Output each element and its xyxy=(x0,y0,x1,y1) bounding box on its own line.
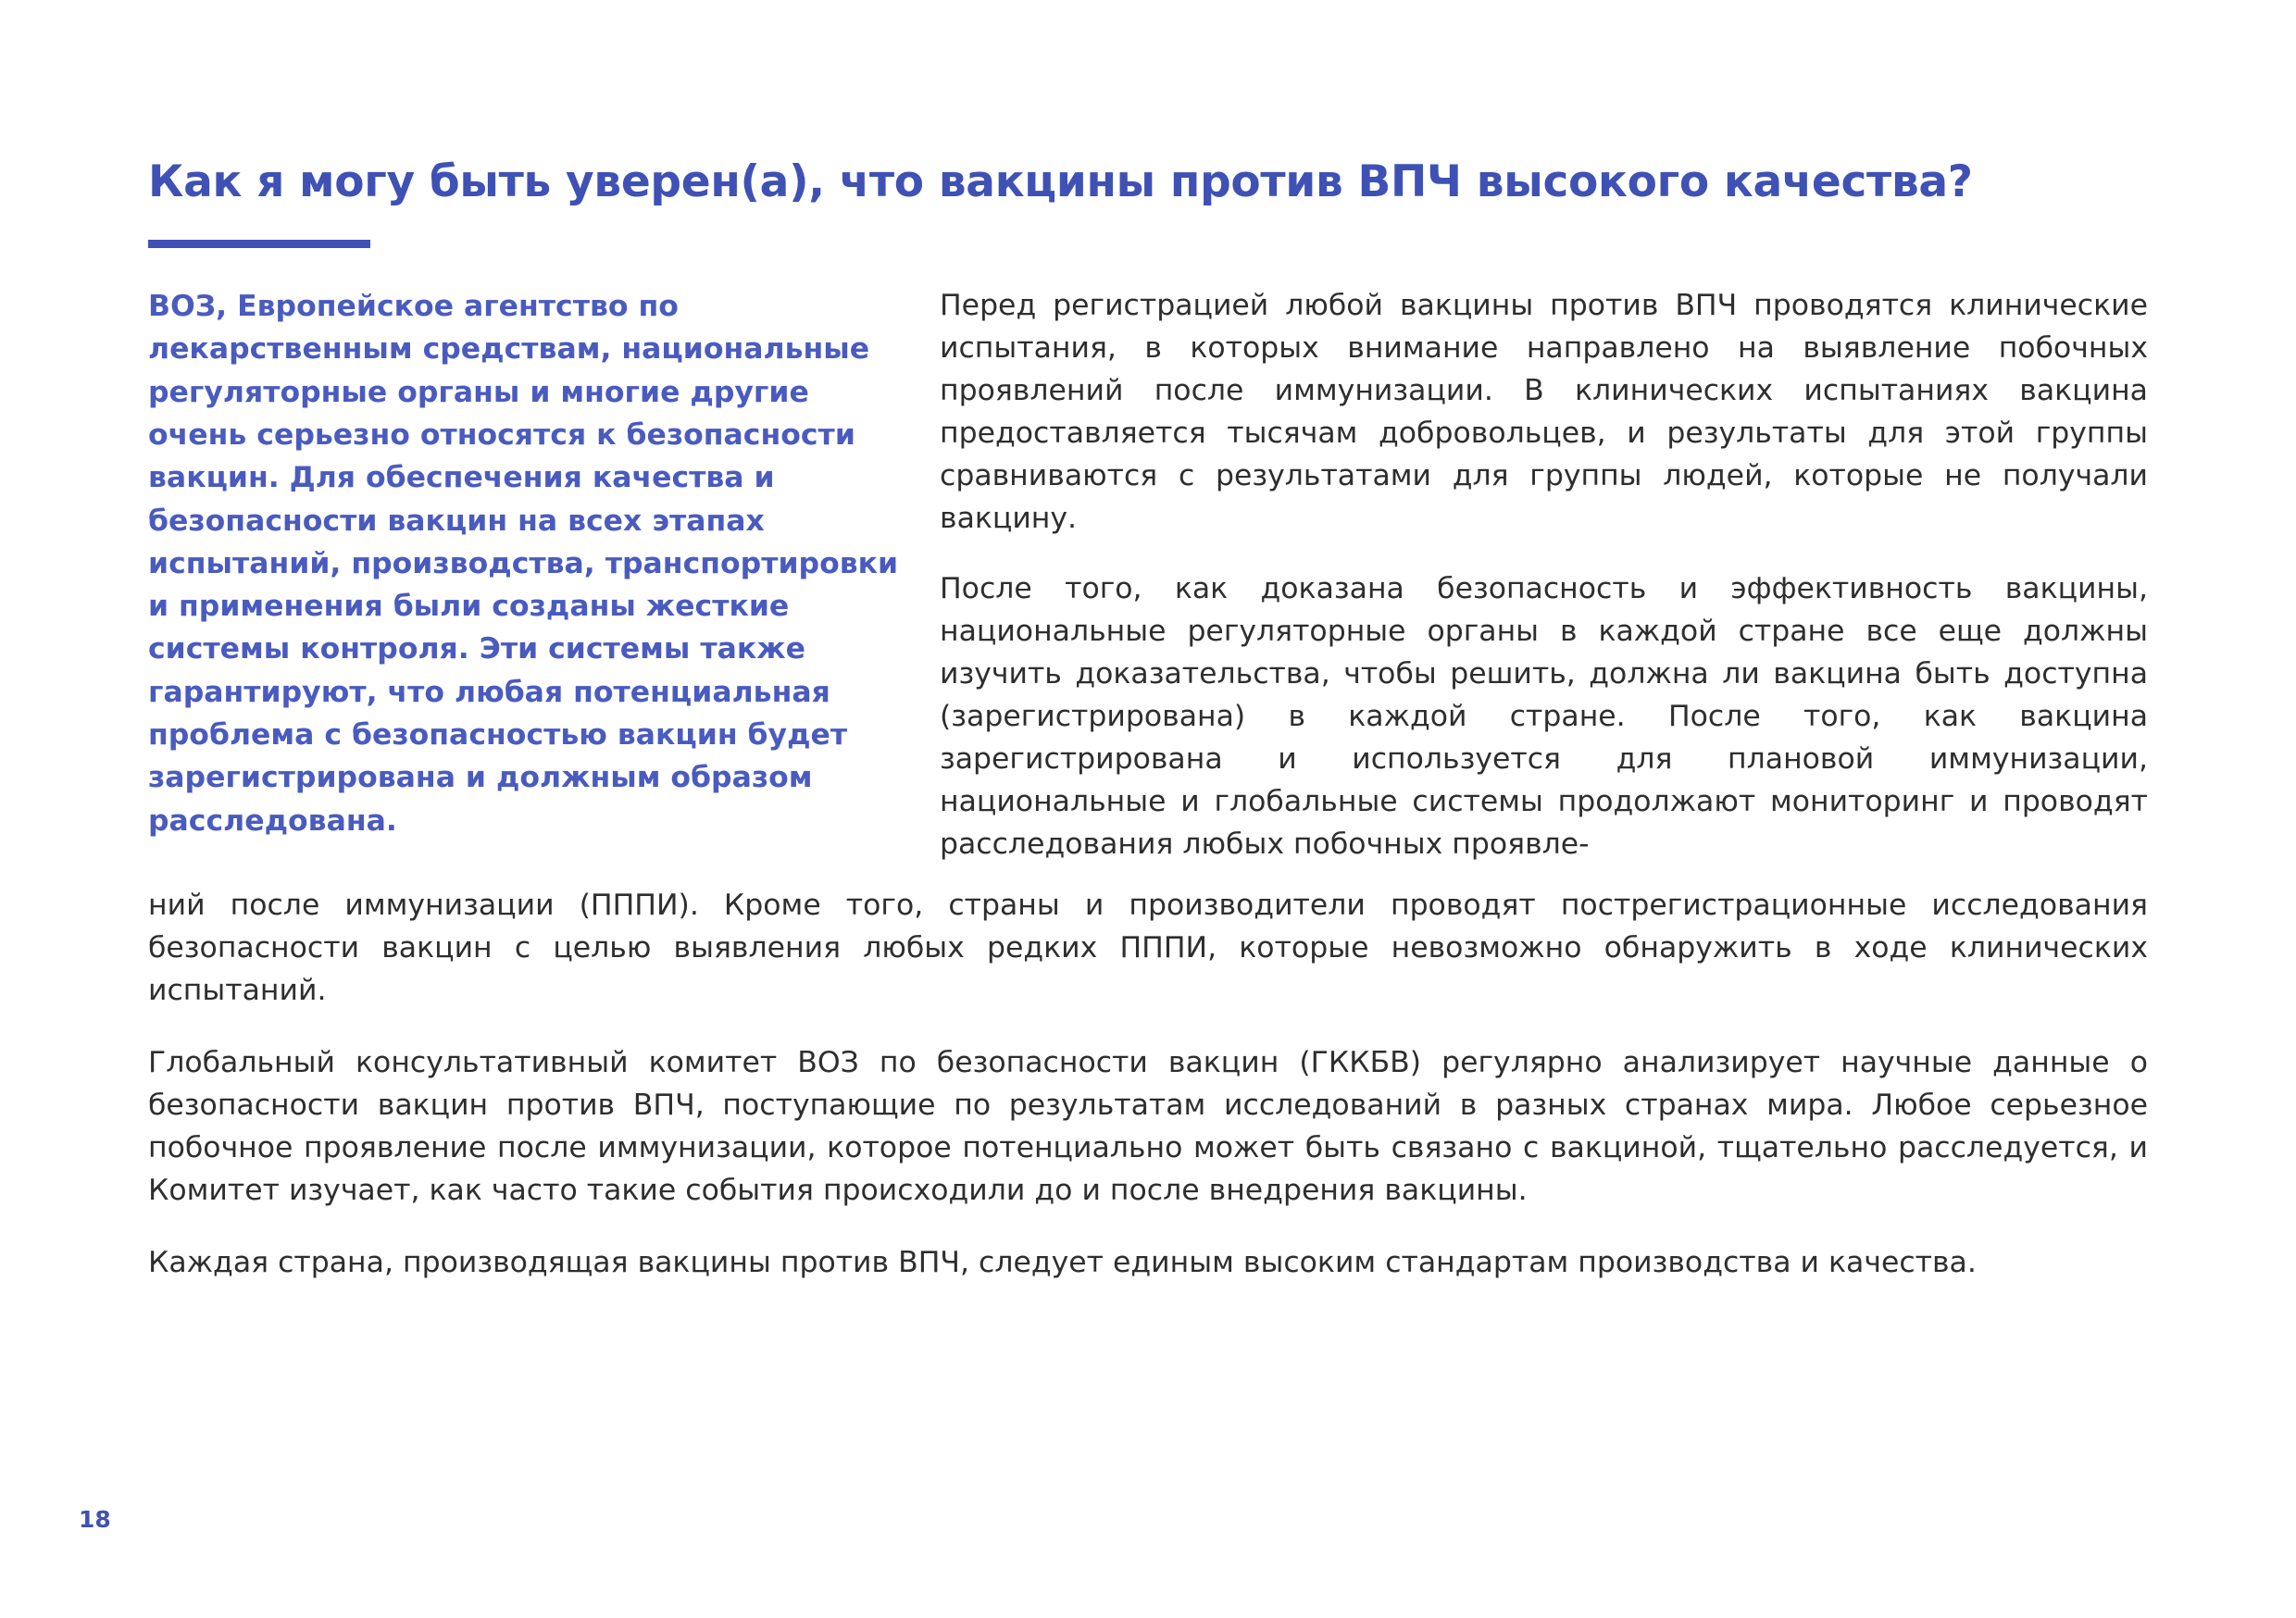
body-paragraph: Перед регистрацией любой вакцины против ВПЧ проводятся клинические испытания, в которых внимание направлено на выявление побочных проявлений после иммунизации. В клинических испытаниях вакцина предоставляется тысячам добровольцев, и результаты для этой группы сравниваются с результатами для группы людей, которые не получали вакцину. xyxy=(940,289,2148,535)
full-width-section xyxy=(148,885,2148,1285)
body-paragraph: После того, как доказана безопасность и эффективность вакцины, национальные регуляторные органы в каждой стране все еще должны изучить доказательства, чтобы решить, должна ли вакцина быть доступна (зарегистрирована) в каждой стране. После того, как вакцина зарегистрирована и используется для плановой иммунизации, национальные и глобальные системы продолжают мониторинг и проводят расследования любых побочных проявле- xyxy=(940,571,2148,861)
left-column xyxy=(148,285,940,842)
page-content xyxy=(148,157,2148,1314)
lead-paragraph: ВОЗ, Европейское агентство по лекарственным средствам, национальные регуляторные органы и многие другие очень серьезно относятся к безопасности вакцин. Для обеспечения качества и безопасности вакцин на всех этапах испытаний, производства, транспортировки и применения были созданы жесткие системы контроля. Эти системы также гарантируют, что любая потенциальная проблема с безопасностью вакцин будет зарегистрирована и должным образом расследована. xyxy=(148,290,899,838)
body-paragraph: Глобальный консультативный комитет ВОЗ по безопасности вакцин (ГККБВ) регулярно анализирует научные данные о безопасности вакцин против ВПЧ, поступающие по результатам исследований в разных странах мира. Любое серьезное побочное проявление после иммунизации, которое потенциально может быть связано с вакциной, тщательно расследуется, и Комитет изучает, как часто такие события происходили до и после внедрения вакцины. xyxy=(148,1045,2148,1207)
page-number: 18 xyxy=(79,1506,111,1533)
page-title: Как я могу быть уверен(а), что вакцины против ВПЧ высокого качества? xyxy=(148,156,1973,207)
two-column-section xyxy=(148,285,2148,866)
right-column xyxy=(940,285,2148,866)
title-underline-rule xyxy=(148,240,370,248)
body-paragraph: ний после иммунизации (ПППИ). Кроме того, страны и производители проводят пострегистрационные исследования безопасности вакцин с целью выявления любых редких ПППИ, которые невозможно обнаружить в ходе клинических испытаний. xyxy=(148,888,2148,1007)
body-paragraph: Каждая страна, производящая вакцины против ВПЧ, следует единым высоким стандартам производства и качества. xyxy=(148,1245,1977,1279)
